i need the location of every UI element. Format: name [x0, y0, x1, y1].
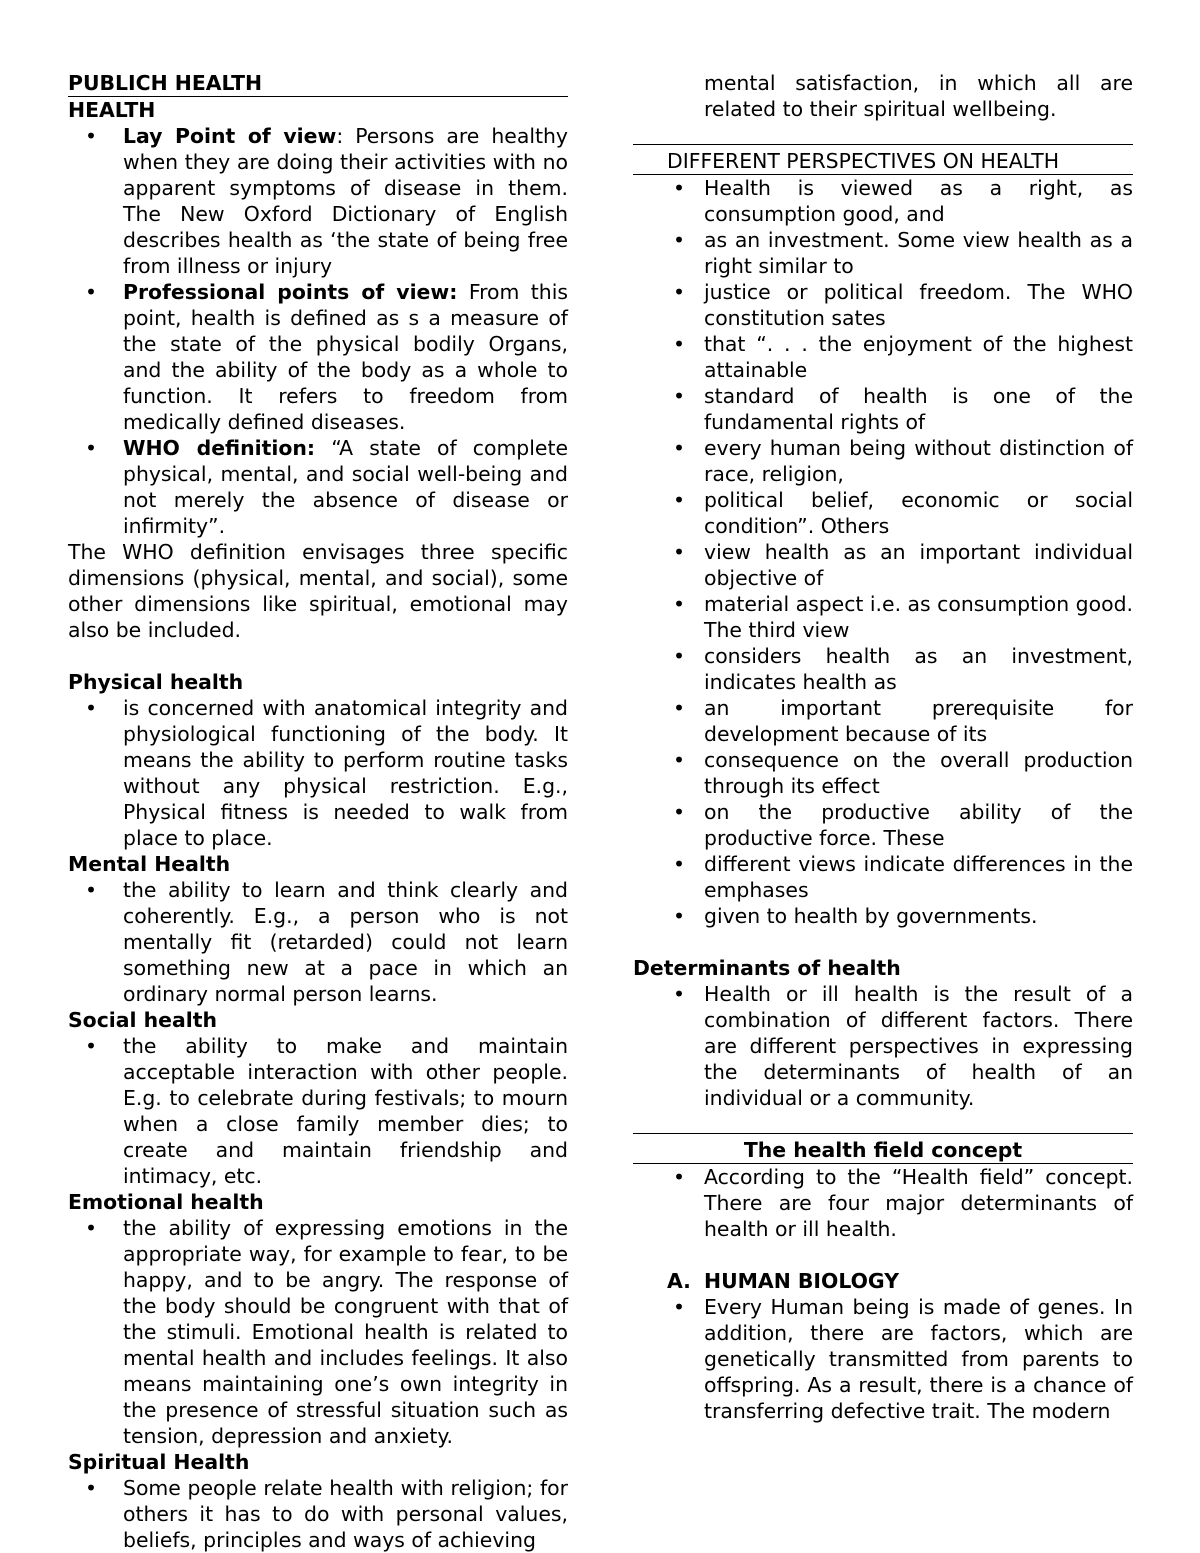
field-list: [633, 1164, 1133, 1242]
determinants-heading: Determinants of health: [633, 956, 901, 980]
emotional-list: [68, 1215, 568, 1449]
list-item: • Professional points of view: From this point, health is defined as s a measure of the state of the physical bodily Organs, and the ability of the body as a whole to function. It refers to freedom from medically defined diseases.: [68, 279, 568, 435]
bio-heading-text: HUMAN BIOLOGY: [704, 1269, 899, 1293]
mental-heading: Mental Health: [68, 852, 231, 876]
list-item: • the ability of expressing emotions in the appropriate way, for example to fear, to be happy, and to be angry. The response of the body should be congruent with that of the stimuli. Emotional health is related to mental health and includes feelings. It also means maintaining one’s own integrity in the presence of stressful situation such as tension, depression and anxiety.: [68, 1215, 568, 1449]
list-item: • different views indicate differences in the emphases: [633, 851, 1133, 903]
list-item: • Some people relate health with religion; for others it has to do with personal values, beliefs, principles and ways of achieving: [68, 1475, 568, 1553]
social-list: [68, 1033, 568, 1189]
bio-letter: A.: [667, 1269, 691, 1293]
health-heading: HEALTH: [68, 98, 156, 122]
health-list: [68, 123, 568, 539]
field-heading: The health field concept: [633, 1133, 1133, 1164]
list-item: • standard of health is one of the fundamental rights of: [633, 383, 1133, 435]
list-item: • Every Human being is made of genes. In addition, there are factors, which are genetically transmitted from parents to offspring. As a result, there is a chance of transferring defective trait. The modern: [633, 1294, 1133, 1424]
list-item: • is concerned with anatomical integrity and physiological functioning of the body. It means the ability to perform routine tasks without any physical restriction. E.g., Physical fitness is needed to walk from place to place.: [68, 695, 568, 851]
list-item: • Lay Point of view: Persons are healthy when they are doing their activities with no apparent symptoms of disease in them. The New Oxford Dictionary of English describes health as ‘the state of being free from illness or injury: [68, 123, 568, 279]
list-item: • WHO definition: “A state of complete physical, mental, and social well-being and not merely the absence of disease or infirmity”.: [68, 435, 568, 539]
left-column: [68, 70, 568, 1553]
physical-heading: Physical health: [68, 670, 244, 694]
list-item: • political belief, economic or social condition”. Others: [633, 487, 1133, 539]
list-item: • that “. . . the enjoyment of the highest attainable: [633, 331, 1133, 383]
continuation-text: mental satisfaction, in which all are related to their spiritual wellbeing.: [704, 71, 1133, 121]
spiritual-list: [68, 1475, 568, 1553]
who-paragraph: The WHO definition envisages three specific dimensions (physical, mental, and social), some other dimensions like spiritual, emotional may also be included.: [68, 540, 568, 642]
list-item: • the ability to make and maintain acceptable interaction with other people. E.g. to celebrate during festivals; to mourn when a close family member dies; to create and maintain friendship and intimacy, etc.: [68, 1033, 568, 1189]
list-item: • an important prerequisite for development because of its: [633, 695, 1133, 747]
list-item: • justice or political freedom. The WHO constitution sates: [633, 279, 1133, 331]
list-item: • the ability to learn and think clearly and coherently. E.g., a person who is not mentally fit (retarded) could not learn something new at a pace in which an ordinary normal person learns.: [68, 877, 568, 1007]
list-item: • material aspect i.e. as consumption good. The third view: [633, 591, 1133, 643]
perspectives-list: [633, 175, 1133, 929]
spiritual-heading: Spiritual Health: [68, 1450, 250, 1474]
mental-list: [68, 877, 568, 1007]
physical-list: [68, 695, 568, 851]
list-item: • Health is viewed as a right, as consumption good, and: [633, 175, 1133, 227]
bio-heading: [633, 1268, 1133, 1294]
list-item: • consequence on the overall production through its effect: [633, 747, 1133, 799]
right-column: [633, 70, 1133, 1424]
list-item: • considers health as an investment, indicates health as: [633, 643, 1133, 695]
list-item: • every human being without distinction of race, religion,: [633, 435, 1133, 487]
emotional-heading: Emotional health: [68, 1190, 264, 1214]
social-heading: Social health: [68, 1008, 217, 1032]
list-item: • view health as an important individual objective of: [633, 539, 1133, 591]
list-item: • given to health by governments.: [633, 903, 1133, 929]
bio-list: [633, 1294, 1133, 1424]
list-item: • as an investment. Some view health as a right similar to: [633, 227, 1133, 279]
list-item: • Health or ill health is the result of a combination of different factors. There are different perspectives in expressing the determinants of health of an individual or a community.: [633, 981, 1133, 1111]
list-item: • According to the “Health field” concept. There are four major determinants of health or ill health.: [633, 1164, 1133, 1242]
perspectives-heading: DIFFERENT PERSPECTIVES ON HEALTH: [633, 144, 1133, 175]
doc-title: PUBLICH HEALTH: [68, 70, 568, 97]
determinants-list: [633, 981, 1133, 1111]
list-item: • on the productive ability of the productive force. These: [633, 799, 1133, 851]
